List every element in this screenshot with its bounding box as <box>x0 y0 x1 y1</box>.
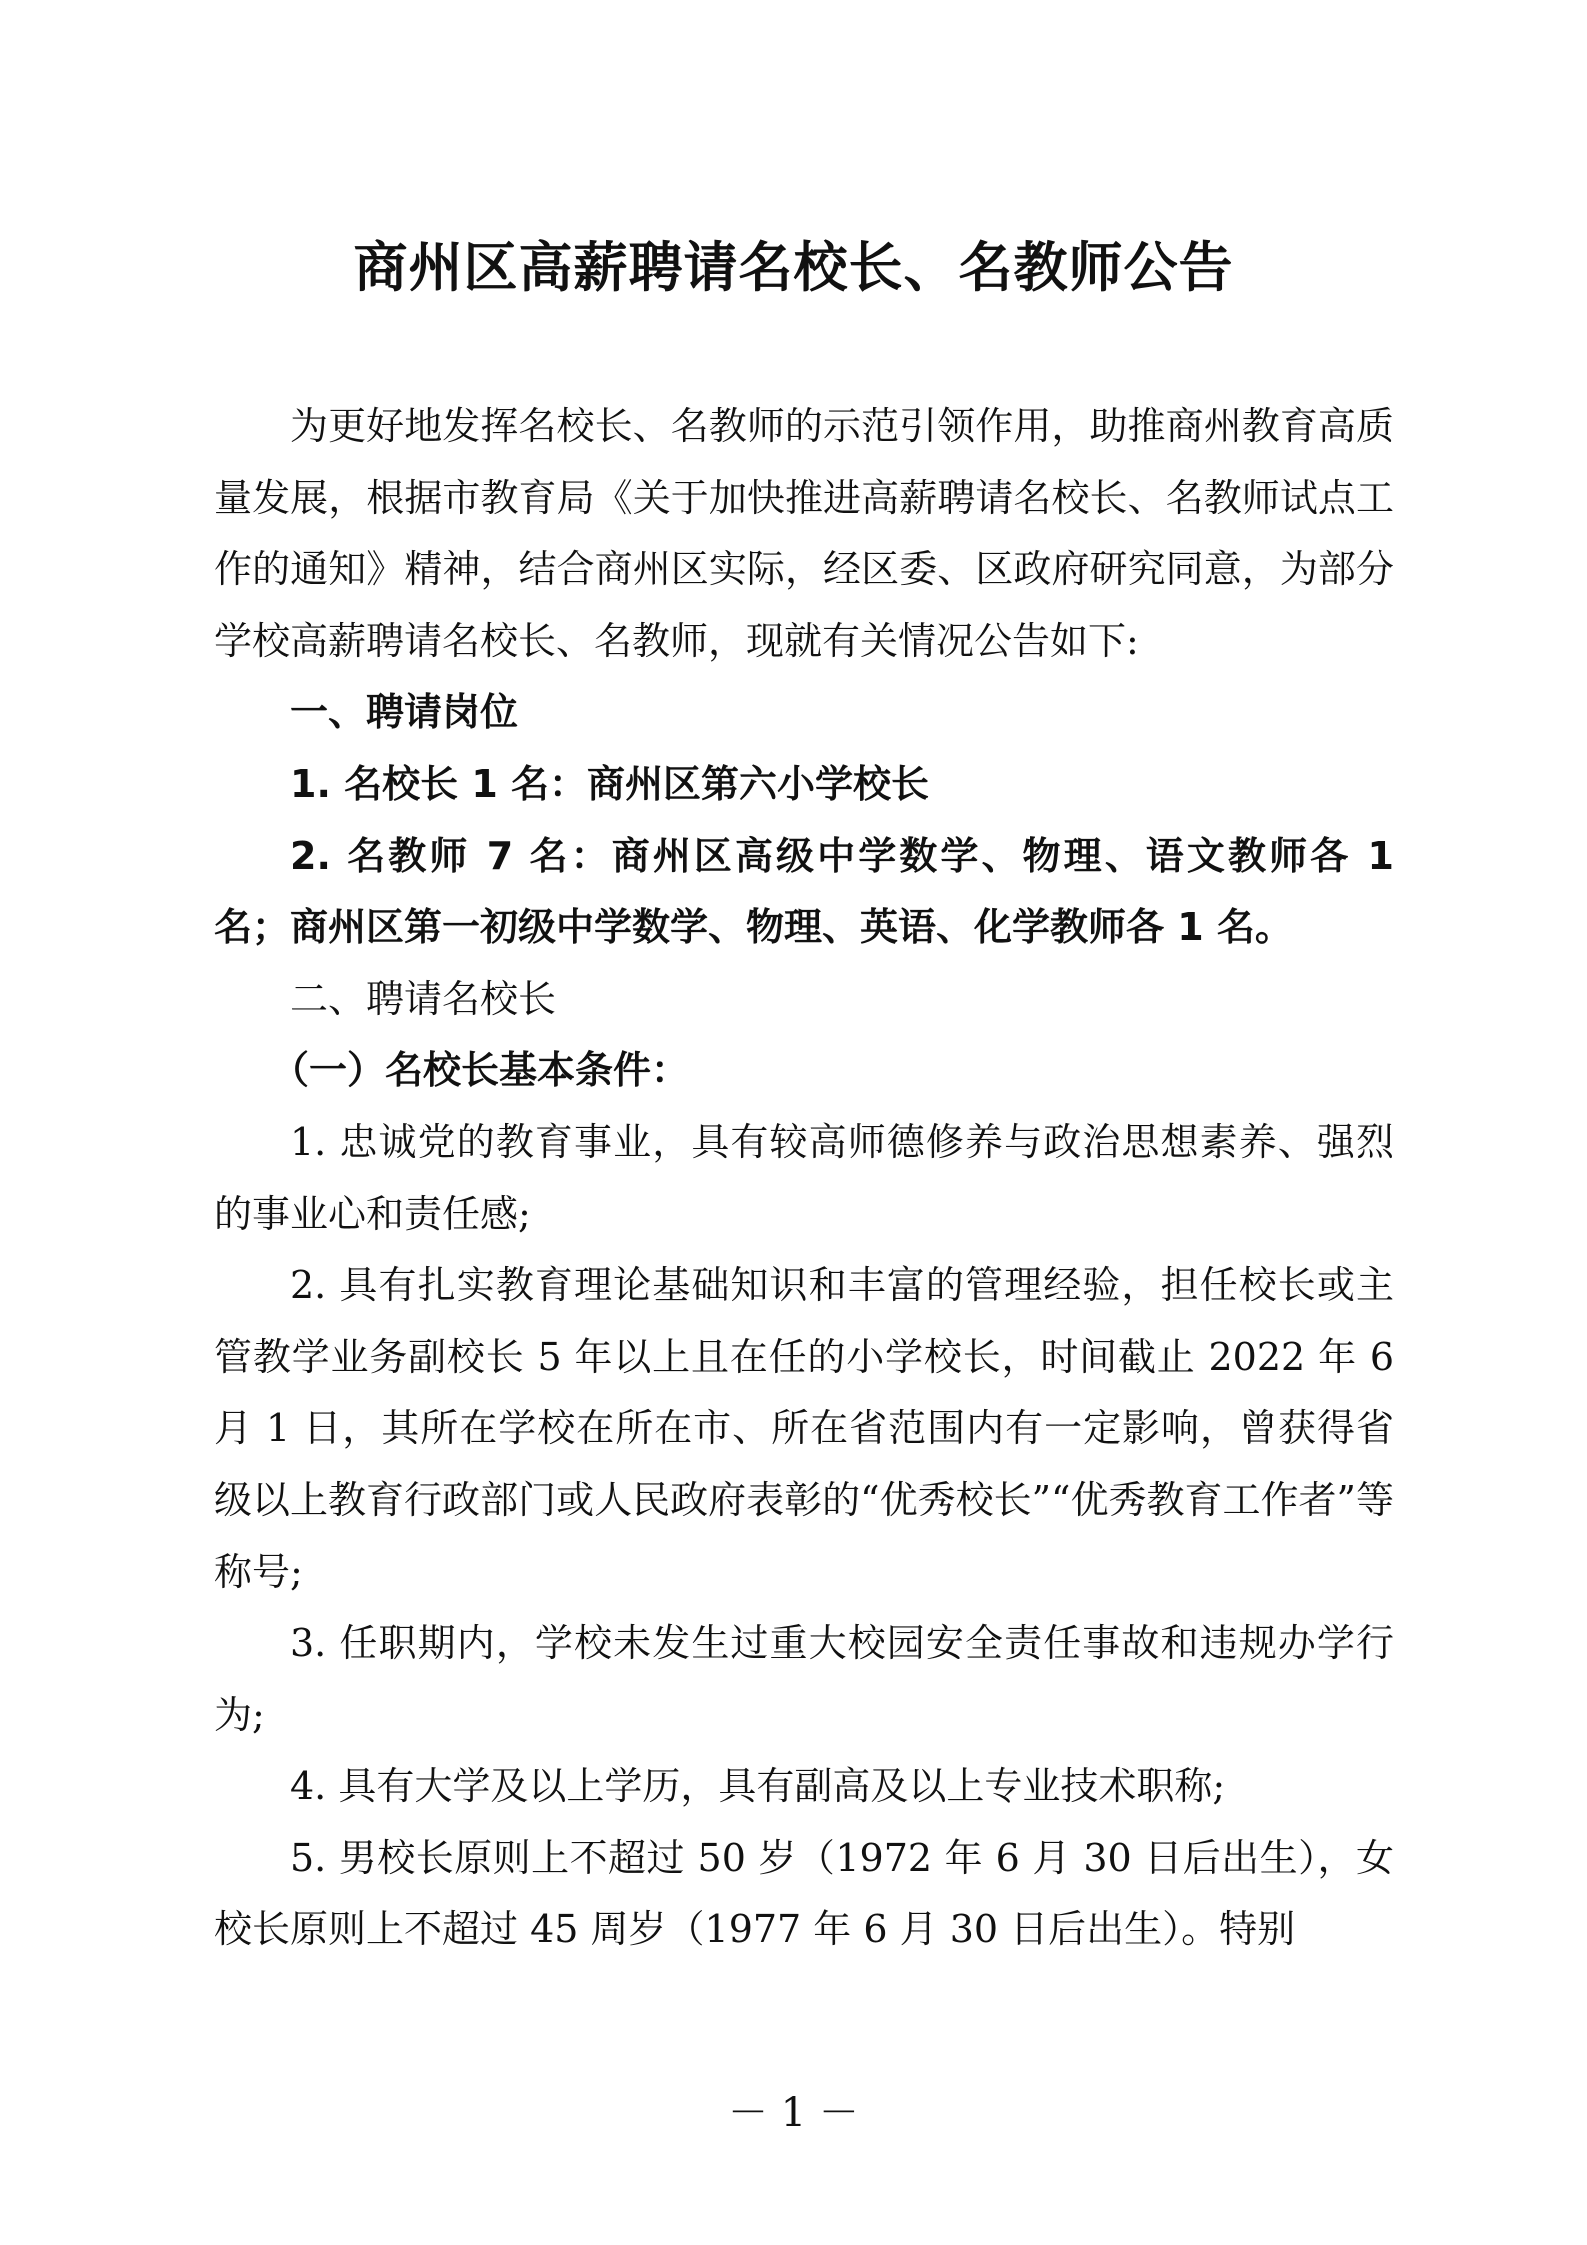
section-2-heading: 二、聘请名校长 <box>290 976 557 1021</box>
condition-item: 5. 男校长原则上不超过 50 岁（1972 年 6 月 30 日后出生），女校长原则上不超过 45 周岁（1977 年 6 月 30 日后出生）。特别 <box>214 1835 1394 1952</box>
condition-item: 4. 具有大学及以上学历，具有副高及以上专业技术职称; <box>290 1764 1226 1809</box>
condition-item: 3. 任职期内，学校未发生过重大校园安全责任事故和违规办学行为; <box>214 1621 1394 1737</box>
page-number: － 1 － <box>728 2090 859 2136</box>
intro-paragraph: 为更好地发挥名校长、名教师的示范引领作用，助推商州教育高质量发展，根据市教育局《关于加快推进高薪聘请名校长、名教师试点工作的通知》精神，结合商州区实际，经区委、区政府研究同意，为部分学校高薪聘请名校长、名教师，现就有关情况公告如下: <box>214 404 1394 663</box>
condition-item: 1. 忠诚党的教育事业，具有较高师德修养与政治思想素养、强烈的事业心和责任感; <box>214 1119 1394 1236</box>
section-1-heading: 一、聘请岗位 <box>290 690 519 735</box>
section-2-subheading: （一）名校长基本条件： <box>271 1048 690 1093</box>
document-title: 商州区高薪聘请名校长、名教师公告 <box>353 236 1234 299</box>
position-item-principal: 1. 名校长 1 名：商州区第六小学校长 <box>290 761 930 806</box>
document-body <box>214 391 1394 1966</box>
position-item-teachers: 2. 名教师 7 名：商州区高级中学数学、物理、语文教师各 1 名；商州区第一初级中学数学、物理、英语、化学教师各 1 名。 <box>214 833 1394 950</box>
condition-item: 2. 具有扎实教育理论基础知识和丰富的管理经验，担任校长或主管教学业务副校长 5 年以上且在任的小学校长，时间截止 2022 年 6 月 1 日，其所在学校在所在市、所在省范围内有一定影响，曾获得省级以上教育行政部门或人民政府表彰的“优秀校长”“优秀教育工作者”等称号; <box>214 1263 1394 1594</box>
